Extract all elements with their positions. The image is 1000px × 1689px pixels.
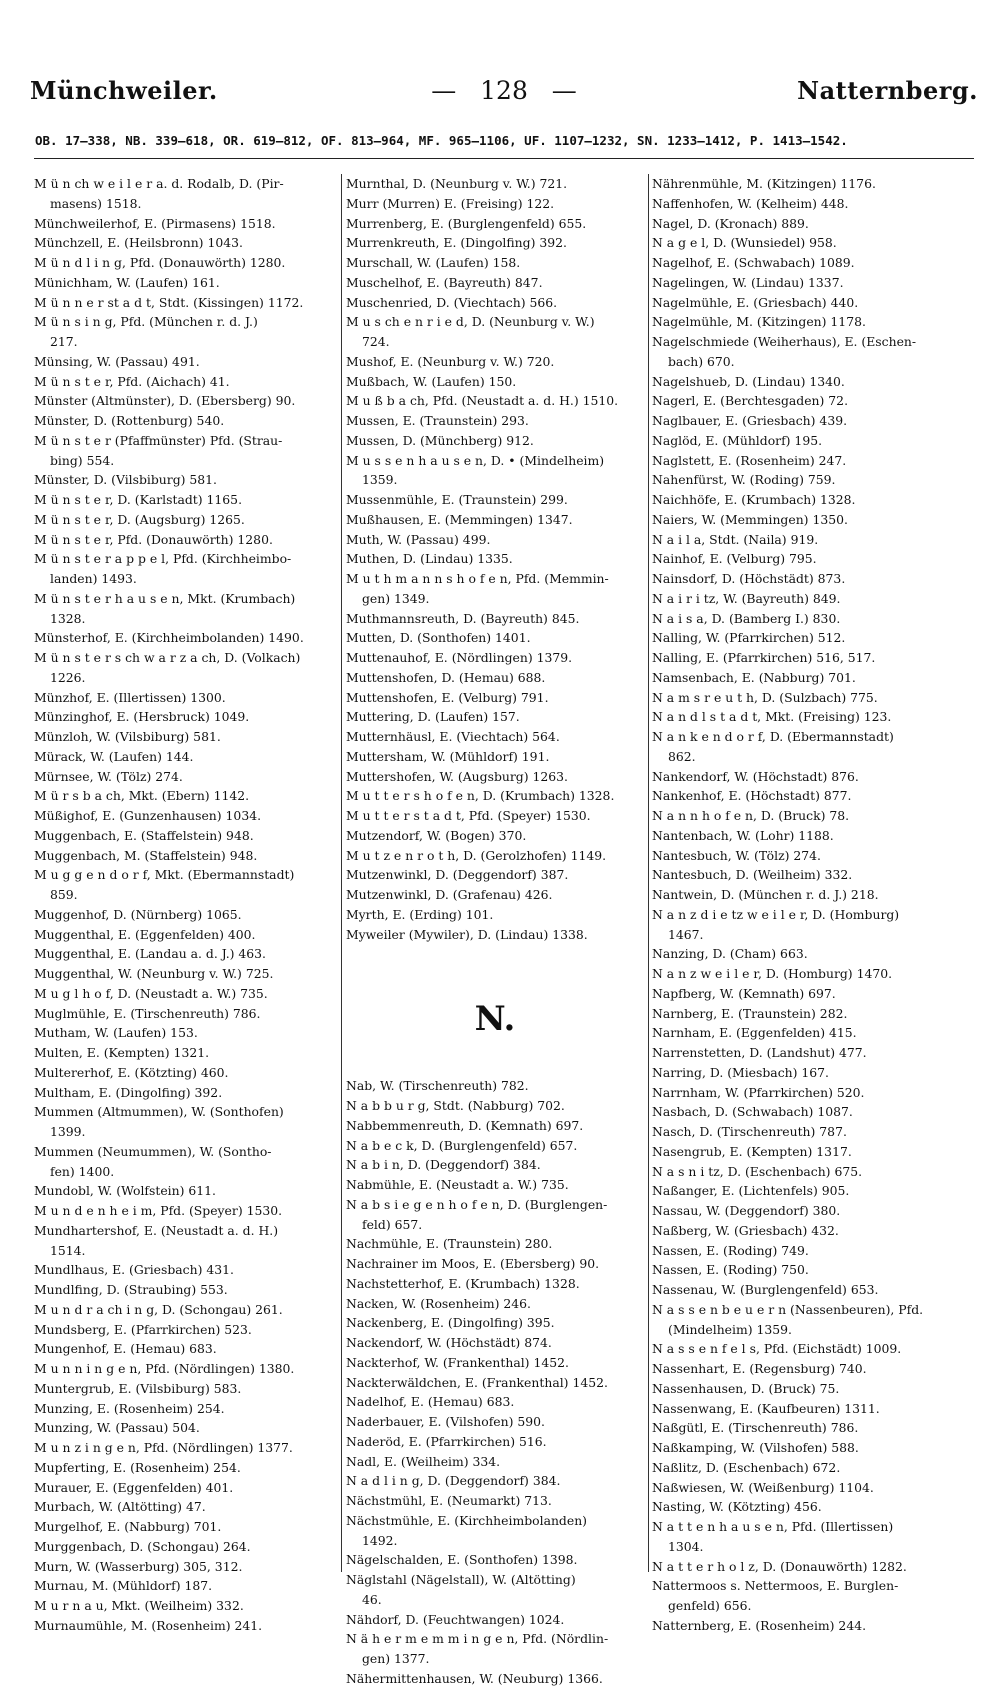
index-entry: Naderbauer, E. (Vilshofen) 590. — [346, 1414, 545, 1429]
index-entry: Mutham, W. (Laufen) 153. — [34, 1025, 198, 1041]
index-entry: Mutternhäusl, E. (Viechtach) 564. — [346, 729, 560, 744]
index-entry: Napfberg, W. (Kemnath) 697. — [652, 985, 836, 1001]
index-entry: Mundhartershof, E. (Neustadt a. d. H.) 1514. — [34, 1222, 279, 1258]
index-entry: Münster, D. (Vilsbiburg) 581. — [34, 472, 217, 488]
index-entry: Muthmannsreuth, D. (Bayreuth) 845. — [346, 610, 580, 626]
index-entry: Nagelschmiede (Weiherhaus), E. (Eschen- bach) 670. — [652, 334, 917, 369]
index-entry: M ü n s t e r h a u s e n, Mkt. (Krumbach) 1328. — [34, 590, 296, 626]
index-entry: Nab, W. (Tirschenreuth) 782. — [346, 1078, 529, 1094]
index-entry: Murgelhof, E. (Nabburg) 701. — [34, 1519, 222, 1534]
index-entry: Narrnham, W. (Pfarrkirchen) 520. — [652, 1084, 865, 1100]
index-entry: M ü n s t e r, D. (Augsburg) 1265. — [34, 511, 245, 527]
index-entry: Mundlfing, D. (Straubing) 553. — [34, 1282, 228, 1297]
index-entry: N a t t e r h o l z, D. (Donauwörth) 1282. — [652, 1558, 907, 1574]
index-entry: Muntergrub, E. (Vilsbiburg) 583. — [34, 1380, 242, 1396]
index-entry: M ü n s t e r a p p e l, Pfd. (Kirchheimbo- landen) 1493. — [34, 551, 292, 586]
index-entry: Muttenshofen, D. (Hemau) 688. — [346, 669, 546, 685]
index-entry: N a s n i tz, D. (Eschenbach) 675. — [652, 1163, 863, 1179]
index-entry: M ü n s t e r (Pfaffmünster) Pfd. (Strau- bing) 554. — [34, 432, 283, 468]
index-entry: M ü n s i n g, Pfd. (München r. d. J.) 217. — [34, 314, 258, 349]
index-entry: N a n n h o f e n, D. (Bruck) 78. — [652, 808, 850, 823]
index-entry: Mussen, D. (Münchberg) 912. — [346, 432, 534, 448]
index-entry: Nachmühle, E. (Traunstein) 280. — [346, 1236, 553, 1252]
index-entry: Nacken, W. (Rosenheim) 246. — [346, 1295, 531, 1311]
index-entry: Murr (Murren) E. (Freising) 122. — [346, 195, 555, 211]
index-entry: Nagelmühle, M. (Kitzingen) 1178. — [652, 314, 866, 330]
index-entry: Muggenthal, E. (Landau a. d. J.) 463. — [34, 946, 266, 962]
index-entry: Nankenhof, E. (Höchstadt) 877. — [652, 788, 852, 804]
index-entry: Murnaumühle, M. (Rosenheim) 241. — [34, 1617, 263, 1633]
index-entry: M ü r s b a ch, Mkt. (Ebern) 1142. — [34, 788, 250, 804]
index-entry: Nagelingen, W. (Lindau) 1337. — [652, 274, 844, 290]
index-entry: Münster, D. (Rottenburg) 540. — [34, 413, 225, 428]
index-entry: Munzing, E. (Rosenheim) 254. — [34, 1400, 225, 1416]
index-entry: Nassenhart, E. (Regensburg) 740. — [652, 1361, 867, 1376]
index-entry: Muggenbach, E. (Staffelstein) 948. — [34, 827, 254, 843]
index-entry: N a b b u r g, Stdt. (Nabburg) 702. — [346, 1098, 565, 1113]
index-entry: Münster (Altmünster), D. (Ebersberg) 90. — [34, 393, 296, 409]
index-entry: Nägelschalden, E. (Sonthofen) 1398. — [346, 1552, 578, 1568]
index-entry: Munzing, W. (Passau) 504. — [34, 1420, 200, 1436]
index-entry: Muttenauhof, E. (Nördlingen) 1379. — [346, 650, 573, 665]
index-entry: Naßwiesen, W. (Weißenburg) 1104. — [652, 1479, 874, 1495]
index-entry: Mummen (Altmummen), W. (Sonthofen) 1399. — [34, 1104, 284, 1139]
index-entry: Murnthal, D. (Neunburg v. W.) 721. — [346, 176, 568, 191]
index-entry: Mushof, E. (Neunburg v. W.) 720. — [346, 353, 555, 369]
index-entry: N a n z w e i l e r, D. (Homburg) 1470. — [652, 966, 893, 981]
index-entry: Mundlhaus, E. (Griesbach) 431. — [34, 1262, 234, 1278]
index-entry: M u ß b a ch, Pfd. (Neustadt a. d. H.) 1510. — [346, 393, 619, 409]
index-entry: Nantesbuch, W. (Tölz) 274. — [652, 847, 821, 863]
index-entry: Nassenau, W. (Burglengenfeld) 653. — [652, 1282, 879, 1297]
index-entry: N a g e l, D. (Wunsiedel) 958. — [652, 235, 837, 251]
index-entry: N a t t e n h a u s e n, Pfd. (Illertissen) 1304. — [652, 1519, 894, 1554]
index-entry: Narrenstetten, D. (Landshut) 477. — [652, 1045, 867, 1060]
index-entry: M ü n n e r st a d t, Stdt. (Kissingen) 1172. — [34, 294, 304, 310]
index-entry: Naßgütl, E. (Tirschenreuth) 786. — [652, 1420, 859, 1436]
index-entry: Naffenhofen, W. (Kelheim) 448. — [652, 195, 849, 211]
index-entry: Nagel, D. (Kronach) 889. — [652, 215, 809, 231]
index-entry: Mummen (Neumummen), W. (Sontho- fen) 1400. — [34, 1143, 272, 1179]
index-entry: Münzinghof, E. (Hersbruck) 1049. — [34, 709, 250, 725]
index-entry: Nainhof, E. (Velburg) 795. — [652, 551, 817, 567]
index-column-2 — [346, 174, 644, 1686]
header-dash-right: — — [551, 76, 577, 105]
index-entry: Nanzing, D. (Cham) 663. — [652, 946, 808, 962]
index-entry: Naichhöfe, E. (Krumbach) 1328. — [652, 492, 856, 507]
index-entry: Nährenmühle, M. (Kitzingen) 1176. — [652, 176, 876, 191]
index-entry: N a n d l s t a d t, Mkt. (Freising) 123. — [652, 709, 892, 725]
index-entry: Müßighof, E. (Gunzenhausen) 1034. — [34, 808, 262, 823]
index-entry: N a n k e n d o r f, D. (Ebermannstadt) 862. — [652, 729, 894, 764]
index-entry: M u s ch e n r i e d, D. (Neunburg v. W.) 724. — [346, 314, 595, 349]
index-entry: M ü n ch w e i l e r a. d. Rodalb, D. (Pir- masens) 1518. — [34, 176, 284, 211]
index-entry: M u t t e r s h o f e n, D. (Krumbach) 1328. — [346, 788, 615, 804]
index-entry: Nackterhof, W. (Frankenthal) 1452. — [346, 1354, 569, 1370]
index-entry: Mussen, E. (Traunstein) 293. — [346, 413, 529, 428]
index-entry: M ü n d l i n g, Pfd. (Donauwörth) 1280. — [34, 255, 286, 270]
index-entry: Nasbach, D. (Schwabach) 1087. — [652, 1104, 853, 1120]
index-entry: Nassen, E. (Roding) 750. — [652, 1262, 809, 1278]
index-entry: Nankendorf, W. (Höchstadt) 876. — [652, 768, 859, 784]
column-rule-1 — [341, 174, 342, 1572]
index-entry: Mutzendorf, W. (Bogen) 370. — [346, 827, 527, 843]
index-entry: Multererhof, E. (Kötzting) 460. — [34, 1064, 229, 1080]
index-entry: Muggenthal, W. (Neunburg v. W.) 725. — [34, 966, 274, 981]
index-entry: M u n d e n h e i m, Pfd. (Speyer) 1530. — [34, 1203, 283, 1218]
index-entry: Mußbach, W. (Laufen) 150. — [346, 373, 517, 389]
index-entry: Nantwein, D. (München r. d. J.) 218. — [652, 887, 879, 902]
header-dash-left: — — [431, 76, 457, 105]
index-entry: Nassenwang, E. (Kaufbeuren) 1311. — [652, 1400, 880, 1416]
index-entry: Naglöd, E. (Mühldorf) 195. — [652, 432, 823, 448]
index-entry: Nachstetterhof, E. (Krumbach) 1328. — [346, 1275, 580, 1291]
index-entry: M ü n s t e r, Pfd. (Donauwörth) 1280. — [34, 531, 273, 547]
index-entry: M u t t e r s t a d t, Pfd. (Speyer) 1530. — [346, 808, 591, 823]
index-entry: M ü n s t e r s ch w a r z a ch, D. (Volkach) 1226. — [34, 650, 301, 685]
index-entry: M ü n s t e r, D. (Karlstadt) 1165. — [34, 492, 243, 507]
index-entry: M ü n s t e r, Pfd. (Aichach) 41. — [34, 373, 230, 389]
index-entry: N ä h e r m e m m i n g e n, Pfd. (Nördlin- gen) 1377. — [346, 1631, 609, 1666]
index-entry: N a i r i tz, W. (Bayreuth) 849. — [652, 590, 841, 606]
index-entry: N a i s a, D. (Bamberg I.) 830. — [652, 610, 841, 626]
index-entry: M u g l h o f, D. (Neustadt a. W.) 735. — [34, 985, 268, 1001]
header-last-entry: Natternberg. — [797, 76, 978, 105]
index-entry: M u r n a u, Mkt. (Weilheim) 332. — [34, 1598, 244, 1613]
index-entry: Mundobl, W. (Wolfstein) 611. — [34, 1183, 216, 1199]
index-entry: Murschall, W. (Laufen) 158. — [346, 255, 521, 270]
index-entry: Mürack, W. (Laufen) 144. — [34, 748, 194, 764]
index-entry: Näglstahl (Nägelstall), W. (Altötting) 46. — [346, 1572, 576, 1607]
index-entry: N a m s r e u t h, D. (Sulzbach) 775. — [652, 689, 878, 705]
index-entry: Nahenfürst, W. (Roding) 759. — [652, 472, 836, 488]
index-entry: Muttenshofen, E. (Velburg) 791. — [346, 689, 549, 705]
index-entry: Nachrainer im Moos, E. (Ebersberg) 90. — [346, 1256, 600, 1271]
index-entry: Muggenbach, M. (Staffelstein) 948. — [34, 847, 258, 863]
header-rule — [34, 158, 974, 159]
index-entry: M u g g e n d o r f, Mkt. (Ebermannstadt) 859. — [34, 867, 295, 902]
index-entry: Natternberg, E. (Rosenheim) 244. — [652, 1617, 867, 1633]
index-entry: Nähermittenhausen, W. (Neuburg) 1366. — [346, 1670, 603, 1686]
index-entry: Nattermoos s. Nettermoos, E. Burglen- genfeld) 656. — [652, 1578, 899, 1613]
index-entry: Muttering, D. (Laufen) 157. — [346, 709, 520, 725]
index-entry: Nantenbach, W. (Lohr) 1188. — [652, 827, 834, 843]
index-entry: Nagelshueb, D. (Lindau) 1340. — [652, 373, 845, 389]
index-entry: Murnau, M. (Mühldorf) 187. — [34, 1578, 213, 1594]
index-entry: Myweiler (Mywiler), D. (Lindau) 1338. — [346, 926, 588, 942]
index-entry: Nasch, D. (Tirschenreuth) 787. — [652, 1124, 847, 1139]
index-entry: Mussenmühle, E. (Traunstein) 299. — [346, 492, 568, 507]
index-entry: Nasengrub, E. (Kempten) 1317. — [652, 1143, 852, 1159]
index-entry: Murrenberg, E. (Burglengenfeld) 655. — [346, 215, 587, 231]
index-entry: Namsenbach, E. (Nabburg) 701. — [652, 669, 856, 685]
index-entry: Nabbemmenreuth, D. (Kemnath) 697. — [346, 1117, 584, 1133]
index-entry: Nackterwäldchen, E. (Frankenthal) 1452. — [346, 1374, 608, 1390]
index-entry: Muttershofen, W. (Augsburg) 1263. — [346, 768, 568, 784]
index-entry: Muschelhof, E. (Bayreuth) 847. — [346, 274, 543, 290]
index-entry: Münchweilerhof, E. (Pirmasens) 1518. — [34, 215, 276, 231]
index-entry: Naglbauer, E. (Griesbach) 439. — [652, 413, 848, 428]
index-entry: M u n n i n g e n, Pfd. (Nördlingen) 1380. — [34, 1361, 295, 1376]
index-entry: Münsing, W. (Passau) 491. — [34, 353, 200, 369]
index-entry: N a s s e n b e u e r n (Nassenbeuren), Pfd. (Mindelheim) 1359. — [652, 1301, 924, 1337]
index-entry: N a b s i e g e n h o f e n, D. (Burglengen- feld) 657. — [346, 1196, 608, 1232]
running-header — [30, 76, 978, 116]
index-entry: Münzloh, W. (Vilsbiburg) 581. — [34, 729, 221, 744]
index-entry: Nagelhof, E. (Schwabach) 1089. — [652, 255, 855, 270]
index-entry: Murauer, E. (Eggenfelden) 401. — [34, 1479, 234, 1495]
index-entry: Mupferting, E. (Rosenheim) 254. — [34, 1459, 241, 1475]
district-legend: OB. 17—338, NB. 339—618, OR. 619—812, OF. 813—964, MF. 965—1106, UF. 1107—1232, SN. 1233—1412, P. 1413—1542. — [35, 133, 848, 148]
index-entry: Nächstmühle, E. (Kirchheimbolanden) 1492. — [346, 1512, 588, 1548]
header-first-entry: Münchweiler. — [30, 76, 218, 105]
index-entry: Naßberg, W. (Griesbach) 432. — [652, 1222, 839, 1238]
index-entry: Muglmühle, E. (Tirschenreuth) 786. — [34, 1005, 261, 1021]
index-entry: Münsterhof, E. (Kirchheimbolanden) 1490. — [34, 630, 304, 646]
index-entry: Nagerl, E. (Berchtesgaden) 72. — [652, 393, 849, 409]
index-entry: Mundsberg, E. (Pfarrkirchen) 523. — [34, 1321, 252, 1337]
index-entry: Nainsdorf, D. (Höchstädt) 873. — [652, 571, 846, 586]
index-entry: Nassenhausen, D. (Bruck) 75. — [652, 1380, 840, 1396]
index-entry: Mutzenwinkl, D. (Grafenau) 426. — [346, 887, 553, 902]
index-entry: Mußhausen, E. (Memmingen) 1347. — [346, 511, 573, 527]
index-entry: Mungenhof, E. (Hemau) 683. — [34, 1341, 217, 1357]
index-column-1 — [34, 174, 338, 1633]
index-entry: Nalling, W. (Pfarrkirchen) 512. — [652, 630, 846, 646]
index-entry: M u n z i n g e n, Pfd. (Nördlingen) 1377. — [34, 1440, 293, 1455]
index-entry: Muth, W. (Passau) 499. — [346, 531, 491, 547]
index-entry: Murbach, W. (Altötting) 47. — [34, 1499, 206, 1515]
index-entry: Narnham, E. (Eggenfelden) 415. — [652, 1025, 857, 1041]
page-number: 128 — [480, 76, 528, 105]
index-entry: Nantesbuch, D. (Weilheim) 332. — [652, 867, 853, 883]
index-entry: Mutten, D. (Sonthofen) 1401. — [346, 630, 531, 646]
index-entry: Nächstmühl, E. (Neumarkt) 713. — [346, 1493, 552, 1508]
index-entry: Multham, E. (Dingolfing) 392. — [34, 1084, 223, 1100]
index-entry: Naßkamping, W. (Vilshofen) 588. — [652, 1440, 859, 1455]
column-rule-2 — [648, 174, 649, 1572]
index-entry: N a s s e n f e l s, Pfd. (Eichstädt) 1009. — [652, 1341, 902, 1357]
index-entry: Nassau, W. (Deggendorf) 380. — [652, 1203, 841, 1218]
index-entry: Nagelmühle, E. (Griesbach) 440. — [652, 294, 859, 310]
index-entry: Murggenbach, D. (Schongau) 264. — [34, 1538, 251, 1554]
index-entry: Multen, E. (Kempten) 1321. — [34, 1045, 210, 1060]
index-entry: M u t h m a n n s h o f e n, Pfd. (Memmin- gen) 1349. — [346, 571, 609, 606]
index-entry: Muggenhof, D. (Nürnberg) 1065. — [34, 906, 242, 922]
index-entry: Münzhof, E. (Illertissen) 1300. — [34, 689, 226, 705]
index-column-3 — [652, 174, 982, 1633]
index-entry: Muthen, D. (Lindau) 1335. — [346, 551, 513, 567]
index-entry: Nassen, E. (Roding) 749. — [652, 1242, 809, 1258]
index-entry: Naderöd, E. (Pfarrkirchen) 516. — [346, 1433, 547, 1449]
index-entry: Muschenried, D. (Viechtach) 566. — [346, 294, 558, 310]
index-entry: Mutzenwinkl, D. (Deggendorf) 387. — [346, 867, 569, 883]
index-entry: Naßanger, E. (Lichtenfels) 905. — [652, 1183, 850, 1199]
index-entry: N a i l a, Stdt. (Naila) 919. — [652, 531, 819, 547]
index-entry: Nackenberg, E. (Dingolfing) 395. — [346, 1315, 555, 1331]
index-entry: Muttersham, W. (Mühldorf) 191. — [346, 748, 550, 764]
index-entry: Münchzell, E. (Heilsbronn) 1043. — [34, 235, 243, 251]
index-entry: Naiers, W. (Memmingen) 1350. — [652, 511, 848, 527]
index-entry: Narring, D. (Miesbach) 167. — [652, 1064, 829, 1080]
index-entry: Nähdorf, D. (Feuchtwangen) 1024. — [346, 1611, 565, 1627]
index-entry: M u t z e n r o t h, D. (Gerolzhofen) 1149. — [346, 847, 607, 863]
index-entry: Murrenkreuth, E. (Dingolfing) 392. — [346, 235, 567, 251]
index-entry: M u s s e n h a u s e n, D. • (Mindelheim) 1359. — [346, 452, 605, 488]
index-entry: N a d l i n g, D. (Deggendorf) 384. — [346, 1473, 561, 1489]
index-entry: Naglstett, E. (Rosenheim) 247. — [652, 452, 847, 468]
section-letter-heading: N. — [474, 999, 516, 1040]
index-entry: Nalling, E. (Pfarrkirchen) 516, 517. — [652, 650, 876, 665]
index-entry: Myrth, E. (Erding) 101. — [346, 906, 494, 922]
index-entry: Narnberg, E. (Traunstein) 282. — [652, 1005, 848, 1021]
index-entry: Nackendorf, W. (Höchstädt) 874. — [346, 1335, 552, 1350]
index-entry: N a n z d i e tz w e i l e r, D. (Homburg) 1467. — [652, 906, 900, 942]
index-entry: Nadl, E. (Weilheim) 334. — [346, 1453, 501, 1469]
index-entry: Muggenthal, E. (Eggenfelden) 400. — [34, 926, 256, 942]
index-entry: Nadelhof, E. (Hemau) 683. — [346, 1394, 515, 1410]
index-entry: Naßlitz, D. (Eschenbach) 672. — [652, 1459, 841, 1475]
index-entry: N a b i n, D. (Deggendorf) 384. — [346, 1157, 541, 1173]
index-entry: Münichham, W. (Laufen) 161. — [34, 274, 220, 290]
index-entry: N a b e c k, D. (Burglengenfeld) 657. — [346, 1137, 578, 1153]
index-entry: Mürnsee, W. (Tölz) 274. — [34, 768, 183, 784]
index-entry: Murn, W. (Wasserburg) 305, 312. — [34, 1558, 243, 1574]
index-entry: M u n d r a ch i n g, D. (Schongau) 261. — [34, 1301, 283, 1317]
index-entry: Nasting, W. (Kötzting) 456. — [652, 1499, 822, 1515]
index-entry: Nabmühle, E. (Neustadt a. W.) 735. — [346, 1177, 569, 1192]
